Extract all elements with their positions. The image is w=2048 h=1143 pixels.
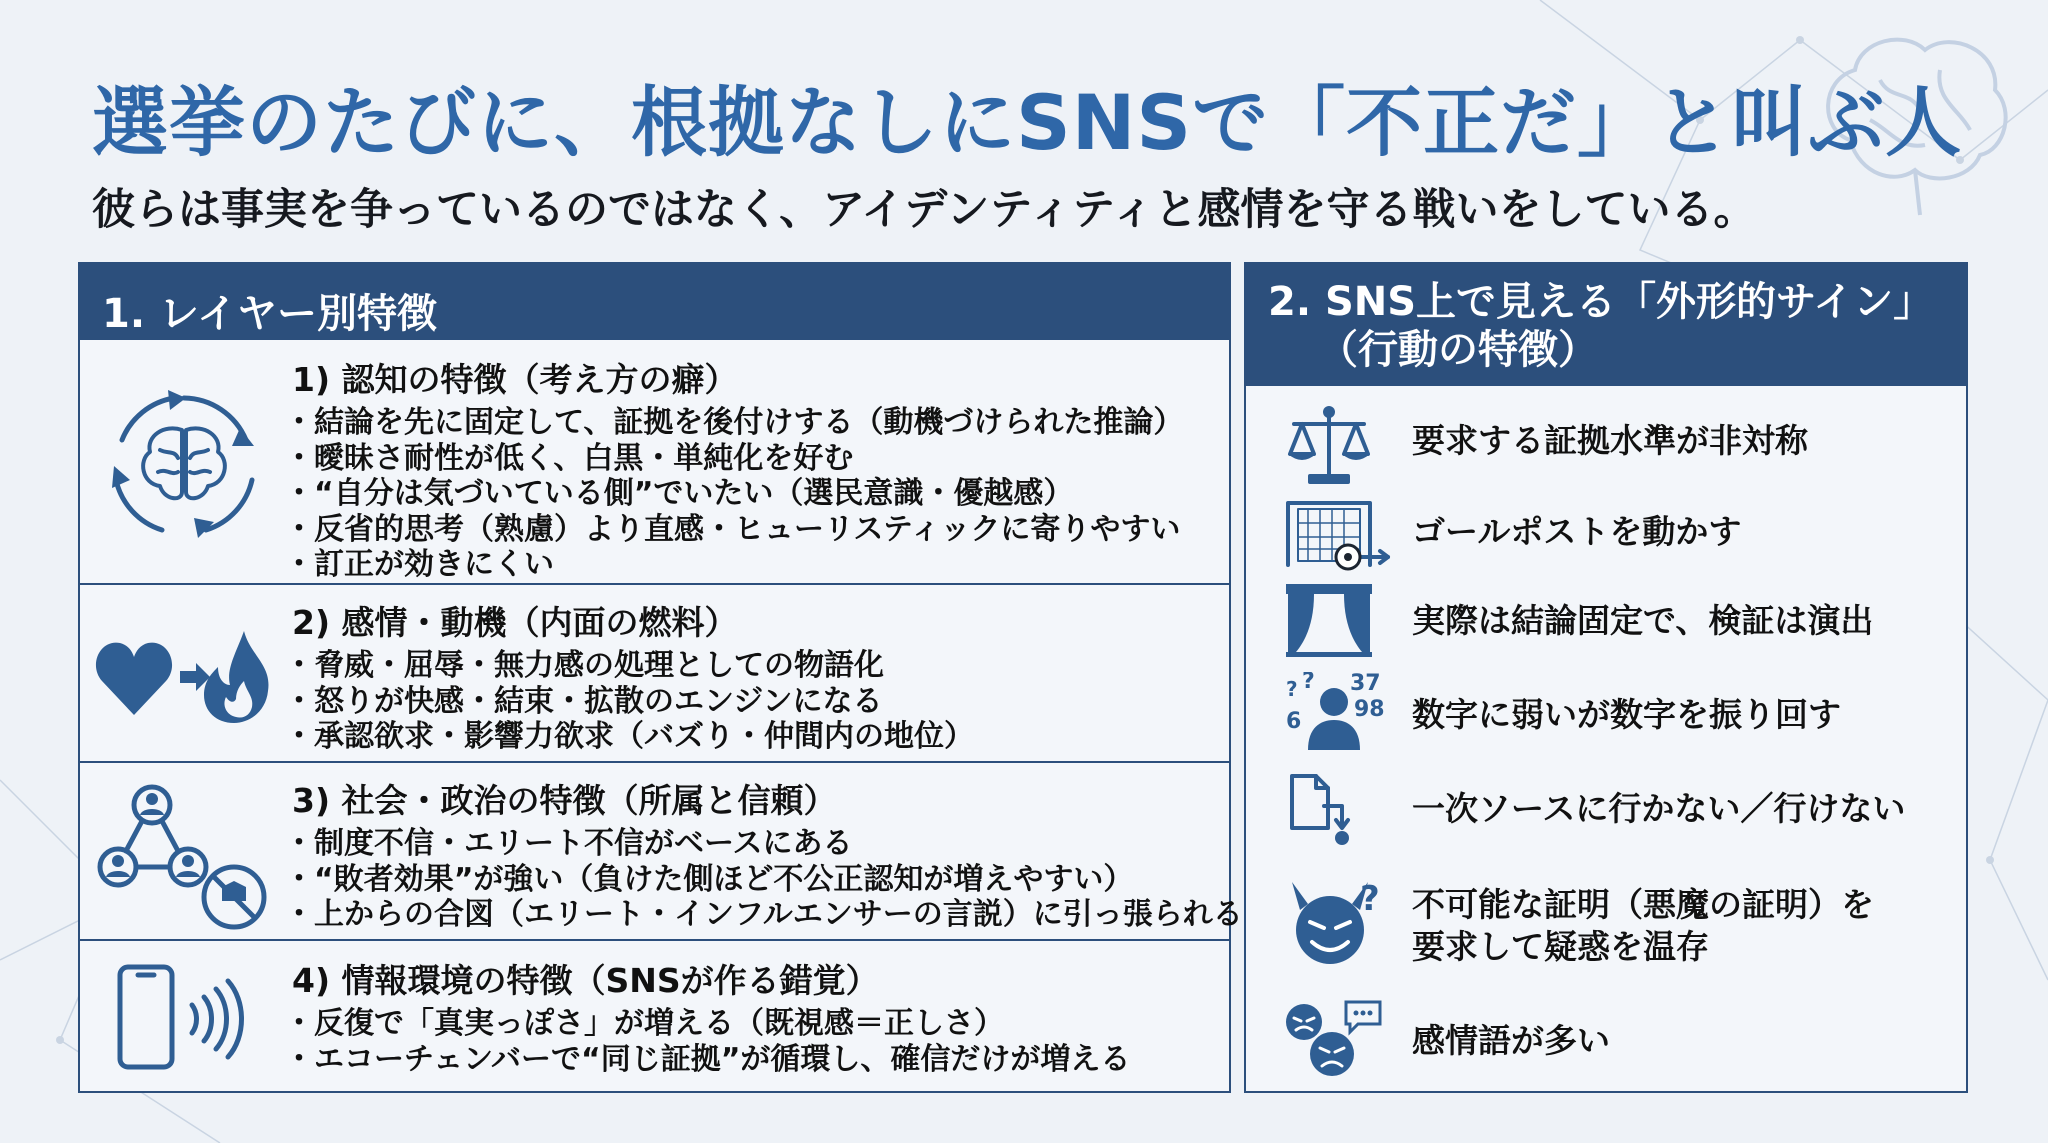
question-glyph: ? <box>1286 677 1298 701</box>
list-item: ・ 承認欲求・影響力欲求（バズり・仲間内の地位） <box>292 719 974 755</box>
scales-icon <box>1284 404 1374 488</box>
devil-question-icon <box>1284 874 1384 972</box>
layer-features-header: 1. レイヤー別特徴 <box>80 264 1229 338</box>
number-glyph: 6 <box>1286 709 1302 734</box>
page-title: 選挙のたびに、根拠なしにSNSで「不正だ」と叫ぶ人 <box>92 78 1963 167</box>
sign-text: ゴールポストを動かす <box>1412 512 1742 551</box>
layer-features-panel <box>78 262 1243 1093</box>
list-item: ・ 曖昧さ耐性が低く、白黒・単純化を好む <box>292 441 1183 477</box>
sign-text: 実際は結論固定で、検証は演出 <box>1412 601 1874 640</box>
heart-to-fire-icon <box>94 625 274 725</box>
question-glyph: ? <box>1360 879 1380 919</box>
sign-text: 要求する証拠水準が非対称 <box>1412 421 1808 460</box>
question-glyph: ? <box>1302 672 1315 694</box>
section-heading: 3) 社会・政治の特徴（所属と信頼） <box>292 781 837 820</box>
list-item: ・ 脅威・屈辱・無力感の処理としての物語化 <box>292 648 974 684</box>
section-heading: 1) 認知の特徴（考え方の癖） <box>292 360 738 399</box>
list-item: ・ 上からの合図（エリート・インフルエンサーの言説）に引っ張られる <box>292 897 1243 933</box>
sign-text: 不可能な証明（悪魔の証明）を <box>1412 885 1874 924</box>
section-information-environment <box>80 939 1229 1089</box>
section-heading: 4) 情報環境の特徴（SNSが作る錯覚） <box>292 961 879 1000</box>
information-environment-content <box>292 955 1130 1077</box>
network-people-icon <box>94 781 274 931</box>
phone-broadcast-icon <box>94 963 274 1073</box>
brain-cycle-icon <box>94 380 274 550</box>
page-subtitle: 彼らは事実を争っているのではなく、アイデンティティと感情を守る戦いをしている。 <box>92 185 1757 235</box>
angry-faces-icon <box>1284 996 1384 1078</box>
section-cognition <box>80 338 1229 583</box>
number-glyph: 37 <box>1350 672 1381 696</box>
list-item: ・ エコーチェンバーで“同じ証拠”が循環し、確信だけが増える <box>292 1042 1130 1078</box>
number-glyph: 98 <box>1354 697 1385 722</box>
external-signs-header <box>1246 264 1966 386</box>
list-item: ・ 反復で「真実っぽさ」が増える（既視感＝正しさ） <box>292 1006 1130 1042</box>
list-item: ・ 結論を先に固定して、証拠を後付けする（動機づけられた推論） <box>292 405 1183 441</box>
list-item: ・ 訂正が効きにくい <box>292 547 1183 583</box>
confused-numbers-icon <box>1284 672 1388 750</box>
external-signs-header-line2: （行動の特徴） <box>1318 327 1598 373</box>
list-item: ・ “自分は気づいている側”でいたい（選民意識・優越感） <box>292 476 1183 512</box>
section-emotion <box>80 583 1229 761</box>
sign-text: 要求して疑惑を温存 <box>1412 927 1709 966</box>
list-item: ・ “敗者効果”が強い（負けた側ほど不公正認知が増えやすい） <box>292 862 1243 898</box>
external-signs-header-line1: 2. SNS上で見える「外形的サイン」 <box>1268 279 1934 325</box>
external-signs-panel <box>1244 262 1968 1093</box>
list-item: ・ 怒りが快感・結束・拡散のエンジンになる <box>292 684 974 720</box>
list-item: ・ 反省的思考（熟慮）より直感・ヒューリスティックに寄りやすい <box>292 512 1183 548</box>
section-social-political <box>80 761 1243 939</box>
sign-text: 一次ソースに行かない／行けない <box>1412 789 1906 828</box>
section-heading: 2) 感情・動機（内面の燃料） <box>292 603 738 642</box>
sign-text: 感情語が多い <box>1412 1021 1610 1060</box>
list-item: ・ 制度不信・エリート不信がベースにある <box>292 826 1243 862</box>
emotion-content <box>292 597 974 755</box>
document-arrow-icon <box>1284 772 1374 846</box>
cognition-content <box>292 354 1183 583</box>
goalpost-icon <box>1284 495 1394 573</box>
sign-text: 数字に弱いが数字を振り回す <box>1412 695 1841 734</box>
stage-curtain-icon <box>1284 582 1374 658</box>
social-political-content <box>292 775 1243 933</box>
